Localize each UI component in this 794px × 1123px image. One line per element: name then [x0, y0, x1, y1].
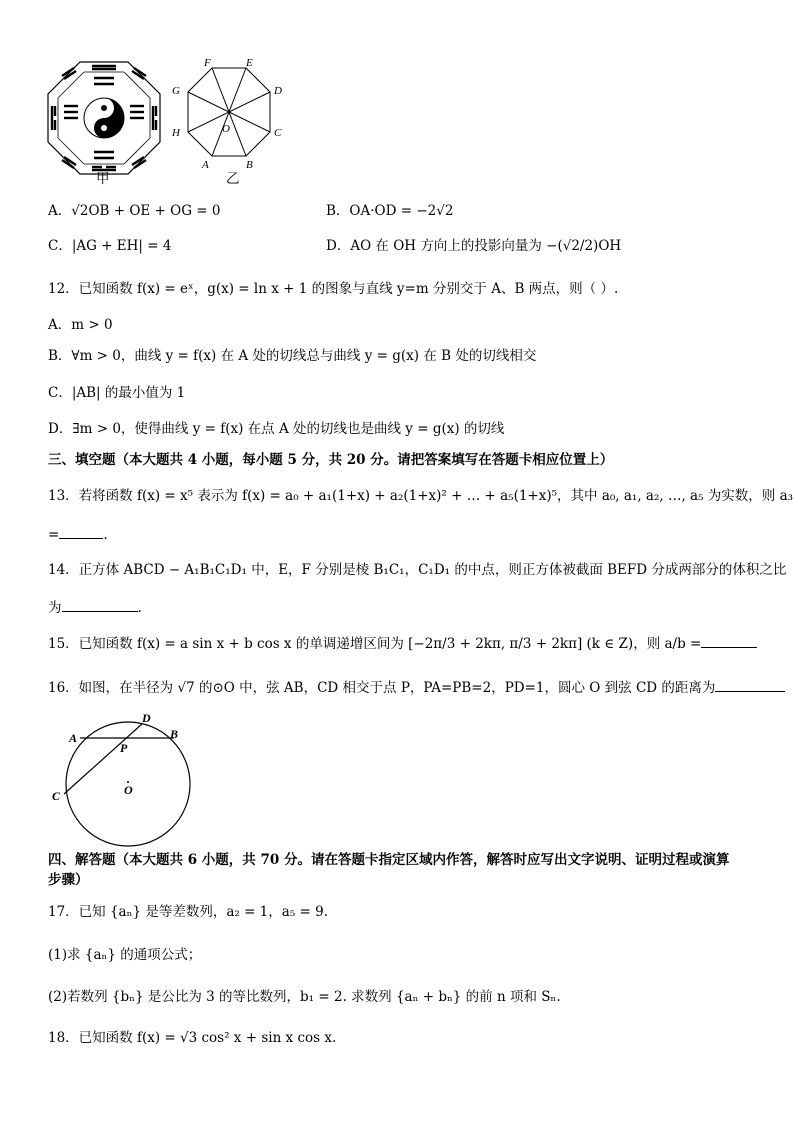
q18-stem: 18．已知函数 f(x) = √3 cos² x + sin x cos x. [48, 1030, 337, 1046]
q17-stem: 17．已知 {aₙ} 是等差数列，a₂ = 1，a₅ = 9. [48, 904, 329, 920]
label-O: O [222, 123, 230, 135]
label-F: F [204, 57, 211, 69]
fig16-label-A: A [69, 731, 78, 745]
q11-option-b: B．OA·OD = −2√2 [326, 203, 454, 219]
q17-part1: (1)求 {aₙ} 的通项公式； [48, 947, 202, 963]
section3-heading: 三、填空题（本大题共 4 小题，每小题 5 分，共 20 分。请把答案填写在答题卡相应位置上） [48, 452, 614, 468]
q11-option-a: A．√2OB + OE + OG = 0 [48, 203, 221, 219]
q13-prefix: = [48, 527, 60, 543]
circle-chord-figure [46, 708, 196, 848]
figure-jia-caption: 甲 [96, 171, 110, 187]
q16-answer-blank[interactable] [715, 677, 785, 692]
label-H: H [172, 127, 180, 139]
q17-part2: (2)若数列 {bₙ} 是公比为 3 的等比数列，b₁ = 2. 求数列 {aₙ + bₙ} 的前 n 项和 Sₙ. [48, 989, 561, 1005]
label-C: C [274, 127, 282, 139]
section4-heading-line1: 四、解答题（本大题共 6 小题，共 70 分。请在答题卡指定区域内作答，解答时应写出文字说明、证明过程或演算 [48, 852, 730, 868]
q14-suffix: . [137, 600, 142, 616]
q12-option-b: B．∀m > 0，曲线 y = f(x) 在 A 处的切线总与曲线 y = g(x) 在 B 处的切线相交 [48, 348, 537, 364]
bagua-figure [44, 58, 164, 184]
q15-line [48, 633, 757, 653]
q12-stem: 12．已知函数 f(x) = eˣ，g(x) = ln x + 1 的图象与直线 y=m 分别交于 A、B 两点，则（ ）. [48, 281, 619, 297]
q15-text: 15．已知函数 f(x) = a sin x + b cos x 的单调递增区间为 [−2π/3 + 2kπ, π/3 + 2kπ] (k ∈ Z)，则 a/b = [48, 636, 702, 652]
q16-line [48, 677, 785, 697]
fig16-label-O: O [124, 783, 133, 797]
q14-answer-line [48, 597, 142, 617]
label-E: E [246, 57, 253, 69]
fig16-label-D: D [142, 711, 151, 725]
q14-answer-blank[interactable] [62, 597, 138, 612]
fig16-label-C: C [52, 789, 61, 803]
q12-option-a: A．m > 0 [48, 317, 113, 333]
octagon-figure [166, 54, 290, 184]
q11-option-d: D．AO 在 OH 方向上的投影向量为 −(√2/2)OH [326, 238, 622, 254]
figure-yi-caption: 乙 [226, 171, 240, 187]
label-A: A [202, 159, 209, 171]
q13-line1: 13．若将函数 f(x) = x⁵ 表示为 f(x) = a₀ + a₁(1+x) + a₂(1+x)² + … + a₅(1+x)⁵，其中 a₀, a₁, a₂, …, a₅ 为实数，则 a₃ [48, 488, 794, 504]
label-G: G [172, 85, 180, 97]
q16-text: 16．如图，在半径为 √7 的⊙O 中，弦 AB，CD 相交于点 P，PA=PB=2，PD=1，圆心 O 到弦 CD 的距离为 [48, 680, 716, 696]
q12-option-c: C．|AB| 的最小值为 1 [48, 385, 186, 401]
fig16-label-B: B [170, 727, 179, 741]
label-B: B [246, 159, 253, 171]
q13-answer-blank[interactable] [59, 524, 103, 539]
q13-answer-line [48, 524, 108, 544]
q11-option-c: C．|AG + EH| = 4 [48, 238, 172, 254]
q15-answer-blank[interactable] [701, 633, 757, 648]
q14-prefix: 为 [48, 600, 62, 616]
section4-heading-line2: 步骤） [48, 872, 89, 888]
q13-suffix: . [103, 527, 108, 543]
fig16-label-P: P [120, 741, 128, 755]
q14-line1: 14．正方体 ABCD − A₁B₁C₁D₁ 中，E，F 分别是棱 B₁C₁，C₁D₁ 的中点，则正方体被截面 BEFD 分成两部分的体积之比 [48, 562, 787, 578]
label-D: D [274, 85, 282, 97]
q12-option-d: D．∃m > 0，使得曲线 y = f(x) 在点 A 处的切线也是曲线 y = g(x) 的切线 [48, 421, 505, 437]
